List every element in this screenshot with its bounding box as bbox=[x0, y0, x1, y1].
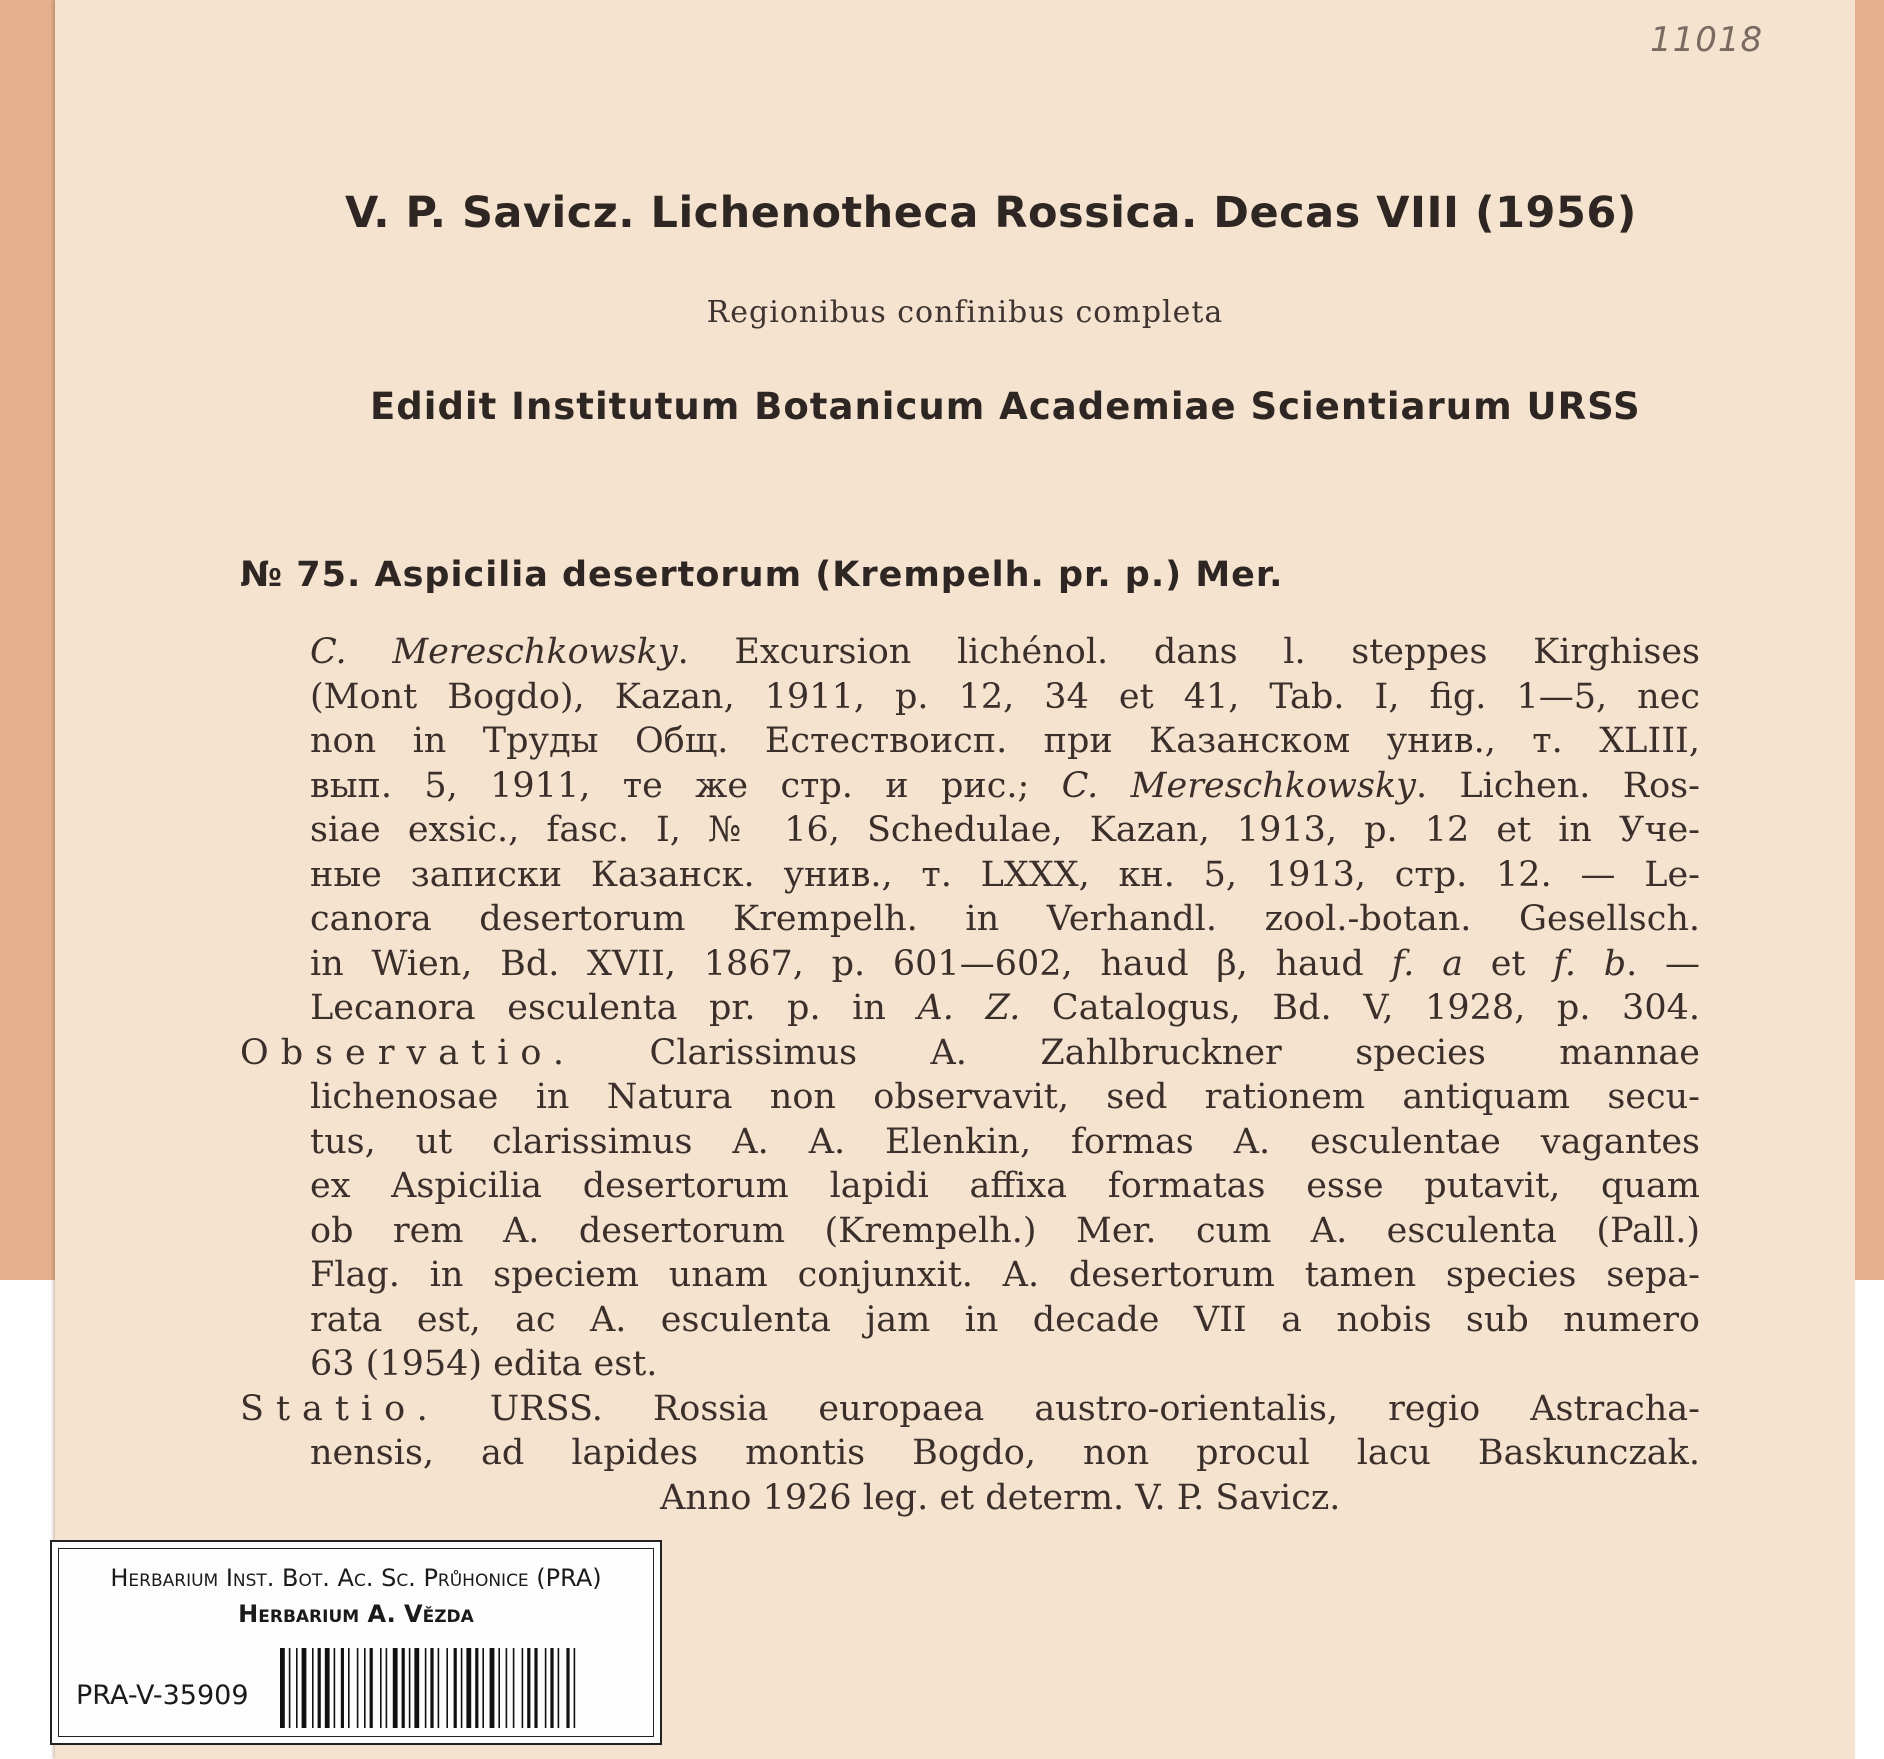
barcode-bar bbox=[482, 1648, 484, 1728]
barcode-bar bbox=[466, 1648, 471, 1728]
barcode-bar bbox=[506, 1648, 508, 1728]
barcode-bar bbox=[490, 1648, 495, 1728]
barcode-bar bbox=[513, 1648, 515, 1728]
entry-heading: № 75. Aspicilia desertorum (Krempelh. pr. p.) Mer. bbox=[240, 555, 1284, 595]
barcode-bar bbox=[498, 1648, 500, 1728]
observatio-line: tus, ut clarissimus A. A. Elenkin, formas A. esculentae vagantes bbox=[310, 1121, 1700, 1162]
observatio-line: ex Aspicilia desertorum lapidi affixa formatas esse putavit, quam bbox=[310, 1166, 1700, 1206]
observatio-line: Observatio. Clarissimus A. Zahlbruckner species mannae bbox=[240, 1032, 1700, 1073]
herbarium-institution: Herbarium Inst. Bot. Ac. Sc. Průhonice (PRA) bbox=[110, 1564, 602, 1592]
entry-body bbox=[240, 630, 1700, 1520]
barcode-bar bbox=[364, 1648, 366, 1728]
barcode-bar bbox=[461, 1648, 463, 1728]
barcode-bar bbox=[318, 1648, 321, 1728]
specimen-id: PRA-V-35909 bbox=[76, 1680, 249, 1711]
statio-line: nensis, ad lapides montis Bogdo, non procul lacu Baskunczak. bbox=[310, 1433, 1700, 1473]
observatio-line: ob rem A. desertorum (Krempelh.) Mer. cum A. esculenta (Pall.) bbox=[310, 1210, 1700, 1251]
barcode-bar bbox=[475, 1648, 478, 1728]
barcode-bar bbox=[357, 1648, 359, 1728]
herbarium-collection: Herbarium A. Vězda bbox=[238, 1600, 474, 1628]
barcode-bar bbox=[438, 1648, 440, 1728]
barcode-bar bbox=[348, 1648, 350, 1728]
literature-line: вып. 5, 1911, те же стр. и рис.; C. Mereschkowsky. Lichen. Ros- bbox=[310, 765, 1700, 806]
barcode-bar bbox=[558, 1648, 560, 1728]
literature-line: C. Mereschkowsky. Excursion lichénol. dans l. steppes Kirghises bbox=[310, 632, 1700, 672]
page-subtitle: Regionibus confinibus completa bbox=[706, 295, 1224, 330]
barcode-bar bbox=[312, 1648, 314, 1728]
barcode bbox=[280, 1648, 634, 1728]
observatio-line: lichenosae in Natura non observavit, sed rationem antiquam secu- bbox=[310, 1077, 1700, 1117]
barcode-bar bbox=[545, 1648, 547, 1728]
observatio-line: 63 (1954) edita est. bbox=[310, 1344, 658, 1384]
observatio-line: rata est, ac A. esculenta jam in decade VII a nobis sub numero bbox=[310, 1299, 1700, 1340]
collector-line: Anno 1926 leg. et determ. V. P. Savicz. bbox=[660, 1477, 1341, 1518]
barcode-bar bbox=[430, 1648, 433, 1728]
literature-line: ные записки Казанск. унив., т. LXXX, кн. 5, 1913, стр. 12. — Le- bbox=[310, 854, 1700, 895]
barcode-bar bbox=[527, 1648, 530, 1728]
barcode-bar bbox=[289, 1648, 291, 1728]
barcode-bar bbox=[393, 1648, 398, 1728]
author-name: C. Mereschkowsky bbox=[310, 632, 678, 672]
barcode-bar bbox=[534, 1648, 537, 1728]
author-name: C. Mereschkowsky bbox=[1061, 765, 1416, 806]
literature-line: canora desertorum Krempelh. in Verhandl. zool.-botan. Gesellsch. bbox=[310, 899, 1700, 939]
barcode-bar bbox=[402, 1648, 405, 1728]
statio-line: Statio. URSS. Rossia europaea austro-orientalis, regio Astracha- bbox=[240, 1388, 1700, 1429]
barcode-bar bbox=[550, 1648, 553, 1728]
literature-line: non in Труды Общ. Естествоисп. при Казанском унив., т. XLIII, bbox=[310, 721, 1700, 761]
publisher-line: Edidit Institutum Botanicum Academiae Scientiarum URSS bbox=[370, 385, 1641, 428]
label-sheet bbox=[55, 0, 1855, 1759]
literature-line: in Wien, Bd. XVII, 1867, p. 601—602, haud β, haud f. a et f. b. — bbox=[310, 943, 1700, 984]
observatio-line: Flag. in speciem unam conjunxit. A. desertorum tamen species sepa- bbox=[310, 1255, 1700, 1295]
barcode-bar bbox=[454, 1648, 457, 1728]
barcode-bar bbox=[325, 1648, 330, 1728]
barcode-bar bbox=[522, 1648, 524, 1728]
observatio-label: Observatio. bbox=[240, 1032, 576, 1073]
literature-line: Lecanora esculenta pr. p. in A. Z. Catalogus, Bd. V, 1928, p. 304. bbox=[310, 988, 1700, 1028]
barcode-bar bbox=[380, 1648, 382, 1728]
literature-line: siae exsic., fasc. I, № 16, Schedulae, Kazan, 1913, p. 12 et in Уче- bbox=[310, 810, 1700, 850]
barcode-bar bbox=[386, 1648, 388, 1728]
barcode-bar bbox=[574, 1648, 576, 1728]
literature-line: (Mont Bogdo), Kazan, 1911, p. 12, 34 et 41, Tab. I, fig. 1—5, nec bbox=[310, 676, 1700, 717]
barcode-bar bbox=[414, 1648, 419, 1728]
barcode-bar bbox=[370, 1648, 373, 1728]
statio-label: Statio. bbox=[240, 1388, 440, 1429]
barcode-bar bbox=[296, 1648, 298, 1728]
handwritten-number: 11018 bbox=[1650, 20, 1764, 60]
barcode-bar bbox=[446, 1648, 448, 1728]
barcode-bar bbox=[409, 1648, 411, 1728]
barcode-bar bbox=[566, 1648, 569, 1728]
barcode-bar bbox=[334, 1648, 336, 1728]
barcode-bar bbox=[280, 1648, 285, 1728]
page-title: V. P. Savicz. Lichenotheca Rossica. Decas VIII (1956) bbox=[345, 188, 1637, 238]
barcode-bar bbox=[302, 1648, 307, 1728]
herbarium-label bbox=[50, 1540, 662, 1745]
barcode-bar bbox=[425, 1648, 427, 1728]
barcode-bar bbox=[341, 1648, 344, 1728]
